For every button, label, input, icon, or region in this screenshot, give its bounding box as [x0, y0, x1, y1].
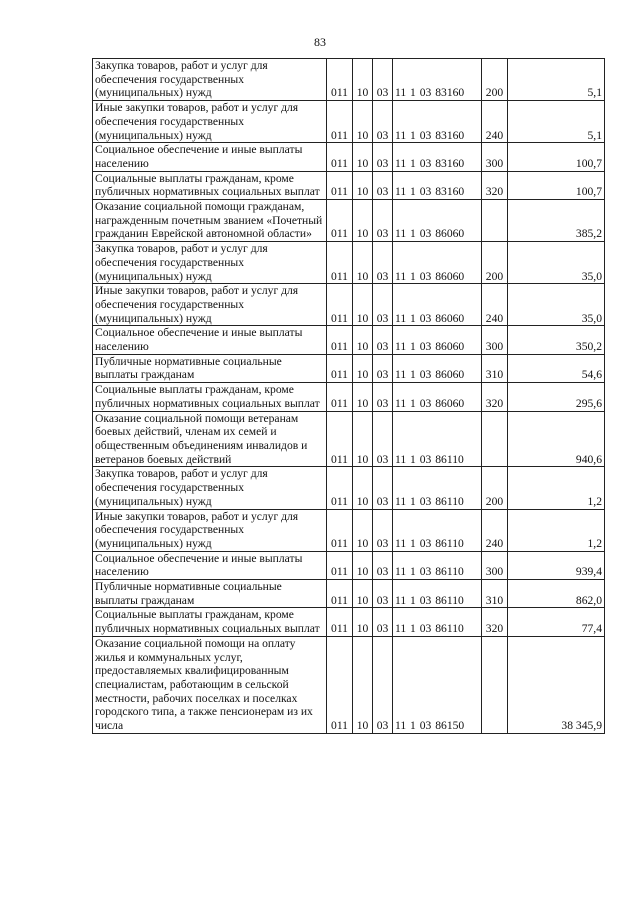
- item-name-cell: Закупка товаров, работ и услуг для обеспечения государственных (муниципальных) нужд: [93, 242, 327, 284]
- subsection-code-cell: 03: [373, 636, 393, 733]
- expense-type-cell: [482, 411, 508, 467]
- subsection-code-cell: 03: [373, 101, 393, 143]
- amount-cell: 940,6: [508, 411, 605, 467]
- amount-cell: 5,1: [508, 59, 605, 101]
- subsection-code-cell: 03: [373, 59, 393, 101]
- target-article-cell: 11 1 03 86060: [393, 242, 482, 284]
- section-code-cell: 10: [353, 242, 373, 284]
- item-name-cell: Социальные выплаты гражданам, кроме публичных нормативных социальных выплат: [93, 171, 327, 199]
- ministry-code-cell: 011: [327, 59, 353, 101]
- item-name-cell: Оказание социальной помощи гражданам, награжденным почетным званием «Почетный гражданин Еврейской автономной области»: [93, 200, 327, 242]
- item-name-cell: Публичные нормативные социальные выплаты гражданам: [93, 354, 327, 382]
- item-name-cell: Иные закупки товаров, работ и услуг для обеспечения государственных (муниципальных) нужд: [93, 509, 327, 551]
- subsection-code-cell: 03: [373, 354, 393, 382]
- target-article-cell: 11 1 03 86110: [393, 580, 482, 608]
- ministry-code-cell: 011: [327, 509, 353, 551]
- section-code-cell: 10: [353, 143, 373, 171]
- table-row: [93, 101, 605, 143]
- item-name-cell: Оказание социальной помощи ветеранам боевых действий, членам их семей и общественным объединениям инвалидов и ветеранов боевых действий: [93, 411, 327, 467]
- section-code-cell: 10: [353, 326, 373, 354]
- item-name-cell: Закупка товаров, работ и услуг для обеспечения государственных (муниципальных) нужд: [93, 467, 327, 509]
- target-article-cell: 11 1 03 86060: [393, 383, 482, 411]
- item-name-cell: Иные закупки товаров, работ и услуг для обеспечения государственных (муниципальных) нужд: [93, 101, 327, 143]
- subsection-code-cell: 03: [373, 509, 393, 551]
- amount-cell: 35,0: [508, 284, 605, 326]
- amount-cell: 1,2: [508, 509, 605, 551]
- item-name-cell: Закупка товаров, работ и услуг для обеспечения государственных (муниципальных) нужд: [93, 59, 327, 101]
- ministry-code-cell: 011: [327, 200, 353, 242]
- table-row: [93, 509, 605, 551]
- table-row: [93, 580, 605, 608]
- target-article-cell: 11 1 03 86110: [393, 608, 482, 636]
- subsection-code-cell: 03: [373, 143, 393, 171]
- section-code-cell: 10: [353, 383, 373, 411]
- amount-cell: 35,0: [508, 242, 605, 284]
- subsection-code-cell: 03: [373, 200, 393, 242]
- item-name-cell: Социальные выплаты гражданам, кроме публичных нормативных социальных выплат: [93, 383, 327, 411]
- table-row: [93, 608, 605, 636]
- subsection-code-cell: 03: [373, 383, 393, 411]
- target-article-cell: 11 1 03 86060: [393, 326, 482, 354]
- target-article-cell: 11 1 03 86060: [393, 200, 482, 242]
- subsection-code-cell: 03: [373, 242, 393, 284]
- section-code-cell: 10: [353, 101, 373, 143]
- item-name-cell: Социальное обеспечение и иные выплаты населению: [93, 326, 327, 354]
- expense-type-cell: 240: [482, 284, 508, 326]
- ministry-code-cell: 011: [327, 383, 353, 411]
- ministry-code-cell: 011: [327, 580, 353, 608]
- expense-type-cell: 320: [482, 171, 508, 199]
- target-article-cell: 11 1 03 83160: [393, 171, 482, 199]
- expense-type-cell: 320: [482, 383, 508, 411]
- table-row: [93, 326, 605, 354]
- item-name-cell: Публичные нормативные социальные выплаты гражданам: [93, 580, 327, 608]
- expense-type-cell: 200: [482, 467, 508, 509]
- item-name-cell: Социальное обеспечение и иные выплаты населению: [93, 143, 327, 171]
- ministry-code-cell: 011: [327, 551, 353, 579]
- item-name-cell: Социальные выплаты гражданам, кроме публичных нормативных социальных выплат: [93, 608, 327, 636]
- budget-table: [92, 58, 605, 734]
- target-article-cell: 11 1 03 86110: [393, 467, 482, 509]
- expense-type-cell: 300: [482, 551, 508, 579]
- target-article-cell: 11 1 03 86060: [393, 284, 482, 326]
- target-article-cell: 11 1 03 86110: [393, 411, 482, 467]
- subsection-code-cell: 03: [373, 580, 393, 608]
- table-row: [93, 354, 605, 382]
- ministry-code-cell: 011: [327, 101, 353, 143]
- section-code-cell: 10: [353, 200, 373, 242]
- amount-cell: 862,0: [508, 580, 605, 608]
- target-article-cell: 11 1 03 86110: [393, 509, 482, 551]
- expense-type-cell: 200: [482, 242, 508, 284]
- subsection-code-cell: 03: [373, 326, 393, 354]
- expense-type-cell: 300: [482, 326, 508, 354]
- amount-cell: 350,2: [508, 326, 605, 354]
- item-name-cell: Социальное обеспечение и иные выплаты населению: [93, 551, 327, 579]
- ministry-code-cell: 011: [327, 608, 353, 636]
- table-row: [93, 59, 605, 101]
- amount-cell: 5,1: [508, 101, 605, 143]
- subsection-code-cell: 03: [373, 284, 393, 326]
- expense-type-cell: 300: [482, 143, 508, 171]
- target-article-cell: 11 1 03 83160: [393, 143, 482, 171]
- table-row: [93, 143, 605, 171]
- expense-type-cell: 320: [482, 608, 508, 636]
- section-code-cell: 10: [353, 467, 373, 509]
- amount-cell: 77,4: [508, 608, 605, 636]
- expense-type-cell: 240: [482, 101, 508, 143]
- budget-table-body: [93, 59, 605, 734]
- item-name-cell: Оказание социальной помощи на оплату жилья и коммунальных услуг, предоставляемых квалифицированным специалистам, работающим в сельской местности, рабочих поселках и поселках городского типа, а также пенсионерам из их числа: [93, 636, 327, 733]
- expense-type-cell: 240: [482, 509, 508, 551]
- target-article-cell: 11 1 03 83160: [393, 101, 482, 143]
- target-article-cell: 11 1 03 83160: [393, 59, 482, 101]
- ministry-code-cell: 011: [327, 284, 353, 326]
- section-code-cell: 10: [353, 59, 373, 101]
- expense-type-cell: 200: [482, 59, 508, 101]
- expense-type-cell: [482, 636, 508, 733]
- table-row: [93, 171, 605, 199]
- table-row: [93, 467, 605, 509]
- section-code-cell: 10: [353, 551, 373, 579]
- expense-type-cell: 310: [482, 354, 508, 382]
- target-article-cell: 11 1 03 86150: [393, 636, 482, 733]
- ministry-code-cell: 011: [327, 242, 353, 284]
- table-row: [93, 242, 605, 284]
- amount-cell: 54,6: [508, 354, 605, 382]
- subsection-code-cell: 03: [373, 551, 393, 579]
- subsection-code-cell: 03: [373, 608, 393, 636]
- table-row: [93, 636, 605, 733]
- target-article-cell: 11 1 03 86060: [393, 354, 482, 382]
- section-code-cell: 10: [353, 509, 373, 551]
- table-row: [93, 551, 605, 579]
- subsection-code-cell: 03: [373, 467, 393, 509]
- amount-cell: 939,4: [508, 551, 605, 579]
- expense-type-cell: 310: [482, 580, 508, 608]
- expense-type-cell: [482, 200, 508, 242]
- target-article-cell: 11 1 03 86110: [393, 551, 482, 579]
- amount-cell: 385,2: [508, 200, 605, 242]
- ministry-code-cell: 011: [327, 354, 353, 382]
- section-code-cell: 10: [353, 580, 373, 608]
- subsection-code-cell: 03: [373, 171, 393, 199]
- section-code-cell: 10: [353, 608, 373, 636]
- amount-cell: 100,7: [508, 143, 605, 171]
- ministry-code-cell: 011: [327, 171, 353, 199]
- section-code-cell: 10: [353, 354, 373, 382]
- amount-cell: 38 345,9: [508, 636, 605, 733]
- table-row: [93, 284, 605, 326]
- ministry-code-cell: 011: [327, 326, 353, 354]
- table-row: [93, 200, 605, 242]
- ministry-code-cell: 011: [327, 143, 353, 171]
- section-code-cell: 10: [353, 284, 373, 326]
- item-name-cell: Иные закупки товаров, работ и услуг для обеспечения государственных (муниципальных) нужд: [93, 284, 327, 326]
- section-code-cell: 10: [353, 171, 373, 199]
- amount-cell: 295,6: [508, 383, 605, 411]
- table-row: [93, 411, 605, 467]
- table-row: [93, 383, 605, 411]
- amount-cell: 100,7: [508, 171, 605, 199]
- section-code-cell: 10: [353, 636, 373, 733]
- ministry-code-cell: 011: [327, 636, 353, 733]
- ministry-code-cell: 011: [327, 411, 353, 467]
- ministry-code-cell: 011: [327, 467, 353, 509]
- amount-cell: 1,2: [508, 467, 605, 509]
- subsection-code-cell: 03: [373, 411, 393, 467]
- page-number: 83: [314, 35, 326, 49]
- section-code-cell: 10: [353, 411, 373, 467]
